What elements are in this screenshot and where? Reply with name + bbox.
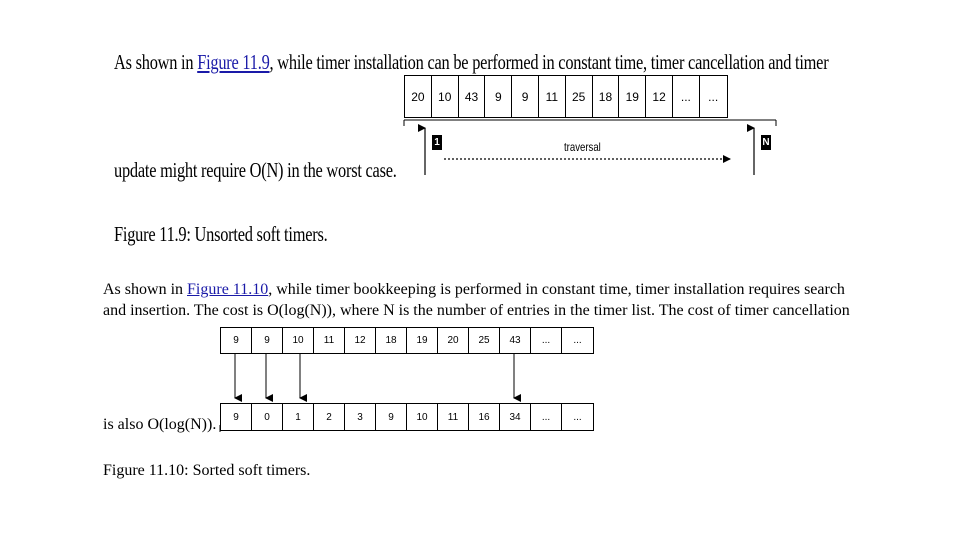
fig10-unsorted-cell: 12	[345, 328, 376, 353]
fig10-sorted-cell: 34	[500, 404, 531, 430]
fig9-timer-cell: 10	[432, 76, 459, 117]
fig10-sorted-cell: 10	[407, 404, 438, 430]
fig10-para-text-after: , while timer bookkeeping is performed in constant time, timer installation requires search	[268, 281, 845, 298]
fig9-first-entry-label: 1	[432, 135, 442, 150]
fig9-traversal-label: traversal	[564, 140, 601, 154]
fig9-timer-array	[404, 75, 728, 118]
fig10-unsorted-cell: 19	[407, 328, 438, 353]
fig10-caption: Figure 11.10: Sorted soft timers.	[103, 462, 311, 479]
fig10-sorted-cell: 9	[376, 404, 407, 430]
fig10-sorted-array	[220, 403, 594, 431]
fig10-unsorted-array	[220, 327, 594, 354]
fig9-timer-cell: 43	[459, 76, 486, 117]
fig10-unsorted-cell: 10	[283, 328, 314, 353]
figure-11-9-link[interactable]: Figure 11.9	[197, 50, 270, 74]
fig9-timer-cell: 25	[566, 76, 593, 117]
fig10-sorted-cell: 3	[345, 404, 376, 430]
fig9-paragraph-line1	[114, 50, 828, 75]
fig9-para-text-before: As shown in	[114, 50, 198, 74]
fig10-sorted-cell: 0	[252, 404, 283, 430]
fig9-timer-cell: 9	[485, 76, 512, 117]
fig9-timer-cell: ...	[708, 89, 719, 104]
fig10-paragraph-line1	[103, 281, 845, 299]
fig10-unsorted-cell: 9	[252, 328, 283, 353]
fig10-sorted-cell: ...	[531, 404, 562, 430]
fig10-sorted-cell: 9	[221, 404, 252, 430]
fig10-unsorted-cell: ...	[573, 335, 582, 346]
fig9-timer-cell: 11	[539, 76, 566, 117]
fig10-unsorted-cell: 11	[314, 328, 345, 353]
fig10-sorted-cell: 16	[469, 404, 500, 430]
fig9-last-entry-label: N	[762, 137, 770, 148]
fig10-paragraph-line2: and insertion. The cost is O(log(N)), where N is the number of entries in the timer list. The cost of timer cancellation	[103, 302, 850, 319]
fig10-para-text-before: As shown in	[103, 281, 188, 298]
fig10-unsorted-cell: 43	[500, 328, 531, 353]
fig9-timer-cell: 20	[405, 76, 432, 117]
fig10-unsorted-cell: ...	[531, 328, 562, 353]
fig9-timer-cell: 18	[593, 76, 620, 117]
figure-11-10-link[interactable]: Figure 11.10	[187, 281, 269, 298]
fig9-timer-cell: 12	[646, 76, 673, 117]
fig10-sorted-cell: 11	[438, 404, 469, 430]
fig10-paragraph-line3: is also O(log(N)).	[103, 416, 217, 433]
fig9-timer-cell: ...	[673, 76, 700, 117]
fig10-unsorted-cell: 25	[469, 328, 500, 353]
fig10-unsorted-cell: 9	[221, 328, 252, 353]
fig9-timer-cell: 9	[512, 76, 539, 117]
fig9-para-text-after: , while timer installation can be performed in constant time, timer cancellation and timer	[269, 50, 829, 74]
fig9-timer-cell: 19	[619, 76, 646, 117]
fig9-caption: Figure 11.9: Unsorted soft timers.	[114, 222, 328, 246]
fig10-unsorted-cell: 20	[438, 328, 469, 353]
fig10-unsorted-cell: 18	[376, 328, 407, 353]
fig10-sorted-cell: 2	[314, 404, 345, 430]
fig10-sorted-cell: 1	[283, 404, 314, 430]
fig9-paragraph-line2: update might require O(N) in the worst case.	[114, 158, 397, 182]
fig10-sorted-cell: ...	[573, 411, 582, 423]
